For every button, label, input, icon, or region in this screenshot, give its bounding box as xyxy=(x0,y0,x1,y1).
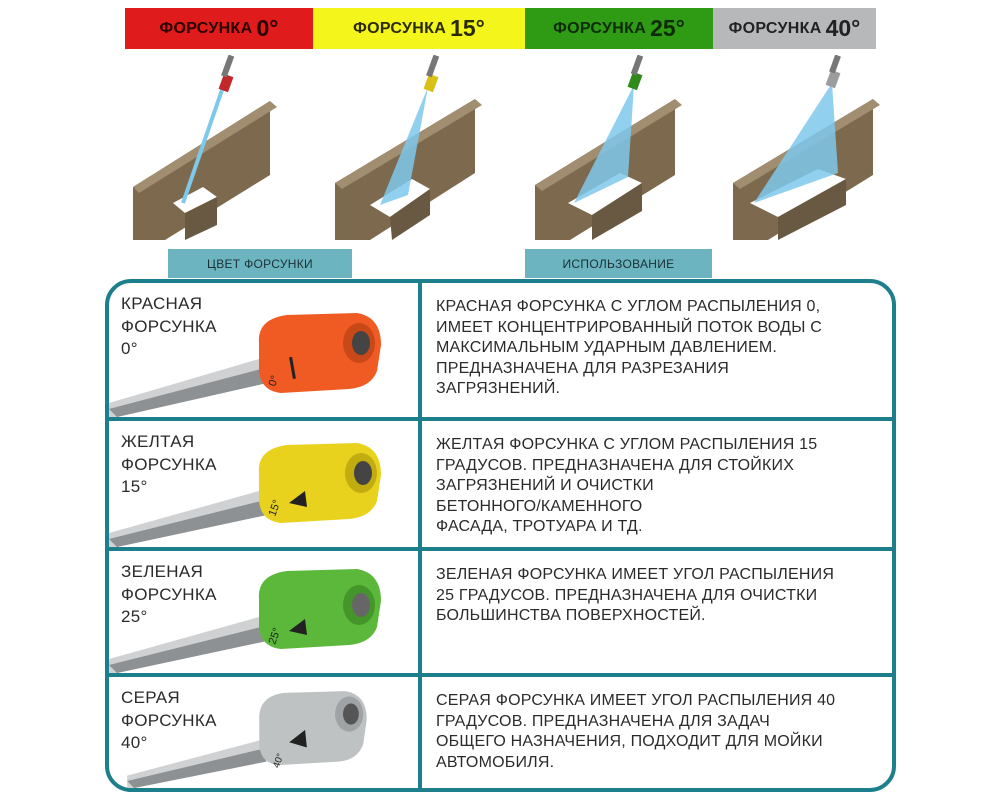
nozzle-mark: 25° xyxy=(266,626,284,647)
header-word: ФОРСУНКА xyxy=(728,19,822,37)
table-row-yellow xyxy=(109,421,892,551)
gray-nozzle-icon xyxy=(109,677,414,788)
color-column-label: ЦВЕТ ФОРСУНКИ xyxy=(168,249,352,278)
header-degree: 0° xyxy=(256,15,279,41)
nozzle-mark: 0° xyxy=(266,374,282,389)
usage-column-label: ИСПОЛЬЗОВАНИЕ xyxy=(525,249,712,278)
nozzle-name: ЗЕЛЕНАЯ ФОРСУНКА 25° xyxy=(121,562,217,626)
yellow-nozzle-icon xyxy=(109,421,414,547)
nozzle-name: ЖЕЛТАЯ ФОРСУНКА 15° xyxy=(121,432,217,496)
header-word: ФОРСУНКА xyxy=(159,19,253,37)
table-row-green xyxy=(109,551,892,677)
spray-illustration-40 xyxy=(728,55,903,240)
nozzle-description: СЕРАЯ ФОРСУНКА ИМЕЕТ УГОЛ РАСПЫЛЕНИЯ 40 ГРАДУСОВ. ПРЕДНАЗНАЧЕНА ДЛЯ ЗАДАЧ ОБЩЕГО НАЗНАЧЕНИЯ, ПОДХОДИТ ДЛЯ МОЙКИ АВТОМОБИЛЯ. xyxy=(436,692,836,771)
nozzle-description: ЖЕЛТАЯ ФОРСУНКА С УГЛОМ РАСПЫЛЕНИЯ 15 ГРАДУСОВ. ПРЕДНАЗНАЧЕНА ДЛЯ СТОЙКИХ ЗАГРЯЗНЕНИЙ И ОЧИСТКИ БЕТОННОГО/КАМЕННОГО ФАСАДА, ТРОТУАРА И ТД. xyxy=(436,436,818,535)
nozzle-name: СЕРАЯ ФОРСУНКА 40° xyxy=(121,688,217,752)
table-row-gray xyxy=(109,677,892,788)
table-row-red xyxy=(109,283,892,421)
spray-illustration-25 xyxy=(530,55,705,240)
header-word: ФОРСУНКА xyxy=(353,19,447,37)
nozzle-table xyxy=(105,279,896,792)
spray-illustration-15 xyxy=(330,55,505,240)
nozzle-mark: 40° xyxy=(271,752,287,770)
header-word: ФОРСУНКА xyxy=(553,19,647,37)
red-nozzle-icon xyxy=(109,291,414,417)
nozzle-description: КРАСНАЯ ФОРСУНКА С УГЛОМ РАСПЫЛЕНИЯ 0, ИМЕЕТ КОНЦЕНТРИРОВАННЫЙ ПОТОК ВОДЫ С МАКСИМАЛЬНЫМ УДАРНЫМ ДАВЛЕНИЕМ. ПРЕДНАЗНАЧЕНА ДЛЯ РАЗРЕЗАНИЯ ЗАГРЯЗНЕНИЙ. xyxy=(436,298,822,397)
header-cell-gray xyxy=(713,8,876,49)
green-nozzle-icon xyxy=(109,547,414,673)
header-cell-green xyxy=(525,8,713,49)
nozzle-name: КРАСНАЯ ФОРСУНКА 0° xyxy=(121,294,217,358)
header-degree: 40° xyxy=(825,15,861,41)
spray-illustration-0 xyxy=(125,55,300,240)
header-cell-red xyxy=(125,8,313,49)
nozzle-description: ЗЕЛЕНАЯ ФОРСУНКА ИМЕЕТ УГОЛ РАСПЫЛЕНИЯ 25 ГРАДУСОВ. ПРЕДНАЗНАЧЕНА ДЛЯ ОЧИСТКИ БОЛЬШИНСТВА ПОВЕРХНОСТЕЙ. xyxy=(436,566,835,624)
header-degree: 25° xyxy=(650,15,685,41)
nozzle-mark: 15° xyxy=(266,498,284,519)
nozzle-color-header xyxy=(125,8,876,49)
header-degree: 15° xyxy=(450,15,485,41)
header-cell-yellow xyxy=(313,8,525,49)
